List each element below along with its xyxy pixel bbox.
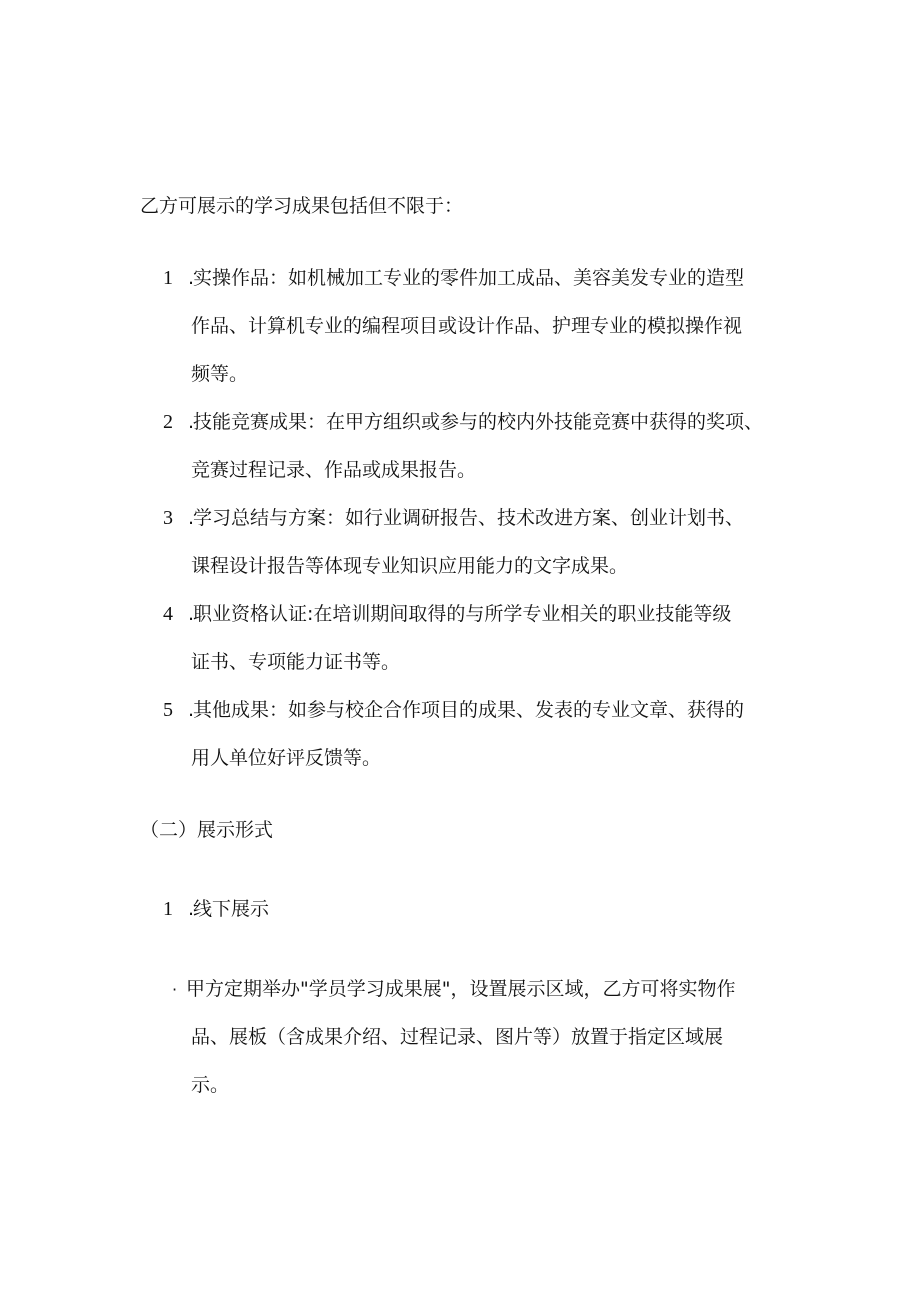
item-line: 作品、计算机专业的编程项目或设计作品、护理专业的模拟操作视 [191,315,743,337]
item-number: 4 [163,603,173,625]
bullet-line: 示。 [191,1074,230,1096]
bullet-line: 品、展板（含成果介绍、过程记录、图片等）放置于指定区域展 [191,1026,724,1048]
item-line: 竞赛过程记录、作品或成果报告。 [191,459,477,481]
item-line: 课程设计报告等体现专业知识应用能力的文字成果。 [191,555,629,577]
sub-heading-dot: . [188,898,195,920]
item-line: 频等。 [191,363,249,385]
sub-heading-title: 线下展示 [193,898,270,920]
item-dot: . [188,411,195,433]
sub-heading-number: 1 [163,898,173,920]
item-number: 5 [163,699,173,721]
item-line: 证书、专项能力证书等。 [191,651,401,673]
item-dot: . [188,507,195,529]
item-dot: . [188,267,195,289]
item-number: 1 [163,267,173,289]
item-line: 职业资格认证:在培训期间取得的与所学专业相关的职业技能等级 [193,603,732,625]
item-line: 其他成果：如参与校企合作项目的成果、发表的专业文章、获得的 [193,699,745,721]
item-number: 2 [163,411,173,433]
item-dot: . [188,603,195,625]
item-line: 学习总结与方案：如行业调研报告、技术改进方案、创业计划书、 [193,507,745,529]
bullet-mark: · [172,980,178,999]
bullet-line: 甲方定期举办"学员学习成果展"，设置展示区域，乙方可将实物作 [186,978,736,1000]
item-line: 用人单位好评反馈等。 [191,747,382,769]
section-heading: （二）展示形式 [140,819,274,841]
item-line: 技能竞赛成果：在甲方组织或参与的校内外技能竞赛中获得的奖项、 [193,411,764,433]
item-line: 实操作品：如机械加工专业的零件加工成品、美容美发专业的造型 [193,267,745,289]
intro-paragraph: 乙方可展示的学习成果包括但不限于： [140,195,464,217]
item-dot: . [188,699,195,721]
item-number: 3 [163,507,173,529]
